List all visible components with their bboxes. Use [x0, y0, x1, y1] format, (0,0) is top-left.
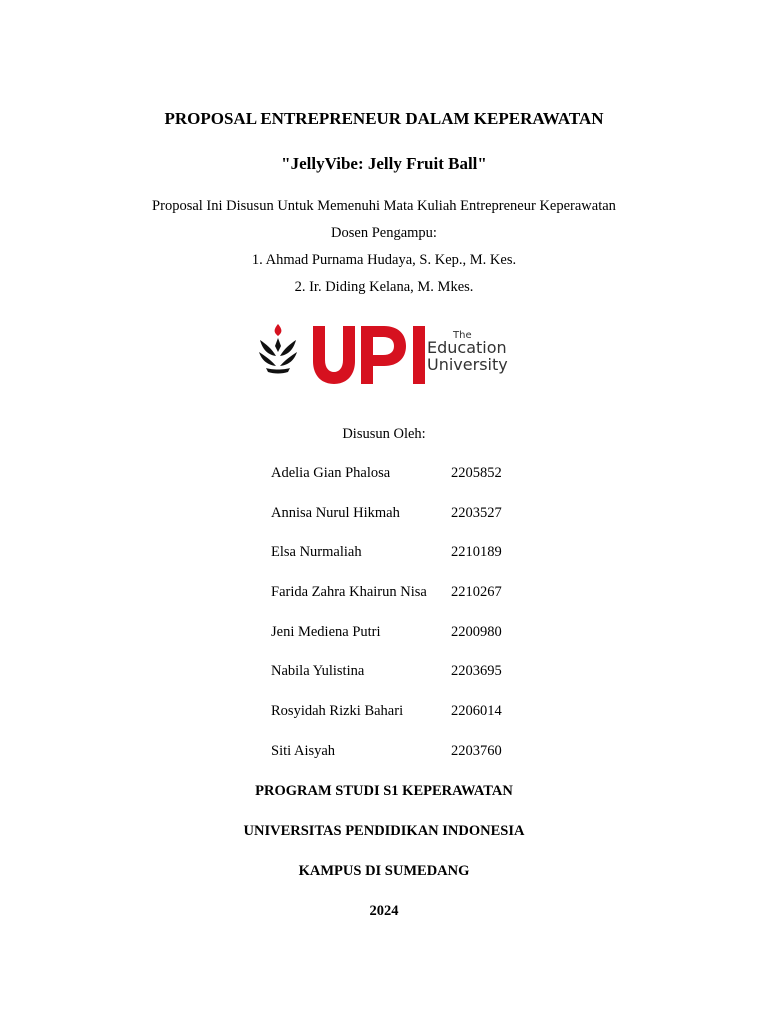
list-item [271, 544, 531, 584]
document-title: PROPOSAL ENTREPRENEUR DALAM KEPERAWATAN [164, 109, 604, 128]
campus-name: KAMPUS DI SUMEDANG [298, 863, 470, 879]
author-nim: 2203695 [451, 663, 502, 680]
author-name: Farida Zahra Khairun Nisa [271, 584, 427, 601]
author-name: Siti Aisyah [271, 742, 336, 759]
lecturer-item: 2. Ir. Diding Kelana, M. Mkes. [294, 279, 474, 295]
author-list [271, 465, 531, 783]
author-nim: 2200980 [451, 623, 502, 640]
author-nim: 2210267 [451, 584, 502, 601]
authors-heading: Disusun Oleh: [342, 426, 426, 442]
author-name: Adelia Gian Phalosa [271, 465, 391, 481]
author-nim: 2205852 [451, 465, 502, 481]
author-nim: 2210189 [451, 544, 502, 561]
list-item [271, 743, 531, 783]
author-name: Annisa Nurul Hikmah [271, 504, 400, 521]
list-item [271, 624, 531, 664]
list-item [271, 663, 531, 703]
author-nim: 2206014 [451, 703, 502, 720]
list-item [271, 465, 531, 505]
document-year: 2024 [369, 903, 399, 919]
program-name: PROGRAM STUDI S1 KEPERAWATAN [255, 783, 513, 799]
university-name: UNIVERSITAS PENDIDIKAN INDONESIA [243, 823, 525, 839]
list-item [271, 584, 531, 624]
author-name: Jeni Mediena Putri [271, 623, 381, 640]
upi-logo [256, 322, 516, 386]
list-item [271, 505, 531, 545]
upi-emblem-icon [259, 324, 297, 374]
author-name: Elsa Nurmaliah [271, 544, 362, 561]
author-nim: 2203527 [451, 504, 502, 521]
purpose-text: Proposal Ini Disusun Untuk Memenuhi Mata Kuliah Entrepreneur Keperawatan [152, 198, 616, 214]
logo-tagline-line2: University [427, 355, 508, 374]
lecturers-heading: Dosen Pengampu: [331, 225, 437, 241]
logo-tagline-line1: Education [427, 338, 507, 357]
author-name: Rosyidah Rizki Bahari [271, 703, 404, 720]
list-item [271, 703, 531, 743]
upi-wordmark [313, 326, 425, 384]
author-nim: 2203760 [451, 742, 502, 759]
document-subtitle: "JellyVibe: Jelly Fruit Ball" [281, 154, 487, 173]
logo-tagline-the: The [453, 330, 472, 341]
author-name: Nabila Yulistina [271, 663, 365, 680]
lecturer-item: 1. Ahmad Purnama Hudaya, S. Kep., M. Kes. [251, 252, 517, 268]
